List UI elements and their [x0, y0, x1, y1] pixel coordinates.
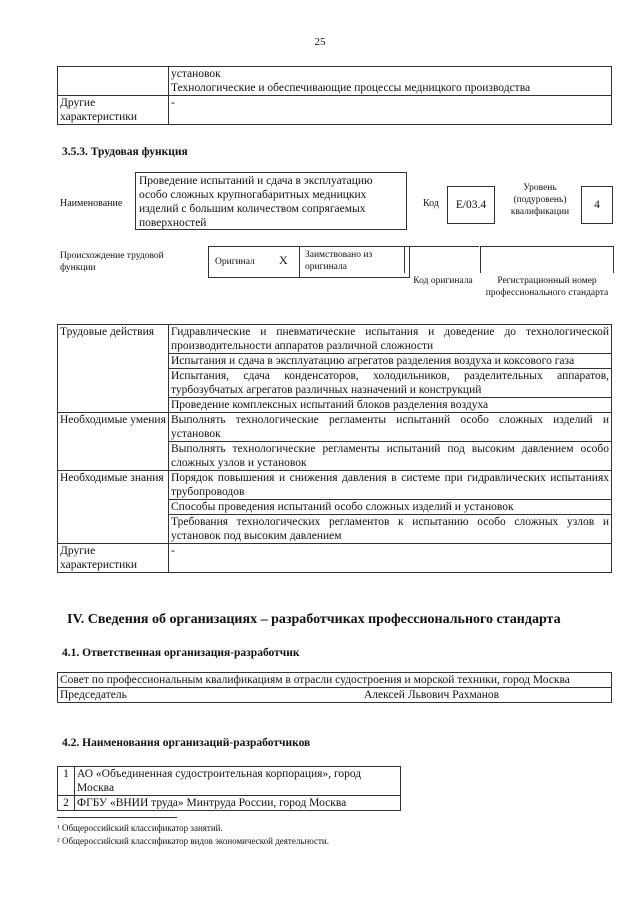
- function-name-box: Проведение испытаний и сдача в эксплуатацию особо сложных крупногабаритных медницких изделий с большим количеством сопрягаемых поверхностей: [135, 172, 407, 230]
- origin-box: [208, 246, 410, 278]
- level-label: Уровень (подуровень) квалификации: [510, 183, 570, 217]
- borrowed-label: Заимствовано из оригинала: [305, 250, 373, 272]
- developers-table: [57, 766, 401, 811]
- labor-action-4: Проведение комплексных испытаний блоков разделения воздуха: [169, 398, 612, 413]
- developer-name: ФГБУ «ВНИИ труда» Минтруда России, город Москва: [75, 796, 401, 811]
- top-row1-text2: Технологические и обеспечивающие процессы медницкого производства: [171, 82, 531, 94]
- origin-divider: [299, 247, 300, 277]
- original-mark: X: [279, 253, 288, 267]
- reg-number-label: Регистрационный номер профессионального стандарта: [485, 276, 609, 298]
- top-row1-value-cell: [169, 67, 612, 96]
- table-row: [58, 796, 401, 811]
- knowledge-2: Способы проведения испытаний особо сложных изделий и установок: [169, 500, 612, 515]
- top-row2-value: -: [169, 96, 612, 125]
- footnote-2: ² Общероссийский классификатор видов экономической деятельности.: [57, 836, 329, 846]
- top-row1-text1: установок: [171, 68, 221, 80]
- code-label: Код: [423, 198, 439, 209]
- footnote-1: ¹ Общероссийский классификатор занятий.: [57, 823, 223, 833]
- knowledge-1: Порядок повышения и снижения давления в системе при гидравлических испытаниях трубопроводов: [169, 471, 612, 500]
- level-value-box: 4: [581, 186, 613, 224]
- knowledge-3: Требования технологических регламентов к испытанию особо сложных узлов и установок под высоким давлением: [169, 515, 612, 544]
- original-label: Оригинал: [215, 257, 255, 267]
- top-row2-label: Другие характеристики: [58, 96, 169, 125]
- developer-number: 1: [58, 767, 75, 796]
- code-original-label: Код оригинала: [413, 276, 473, 286]
- subsection-42-heading: 4.2. Наименования организаций-разработчиков: [62, 737, 311, 749]
- chair-label: Председатель: [58, 688, 363, 703]
- labor-action-1: Гидравлические и пневматические испытания и доведение до технологической производительности аппаратов различной сложности: [169, 325, 612, 354]
- page-number: 25: [314, 36, 326, 48]
- section-heading-353: 3.5.3. Трудовая функция: [62, 146, 188, 158]
- responsible-org-table: [57, 672, 612, 703]
- top-row1-label-cell: [58, 67, 169, 96]
- skills-label: Необходимые умения: [58, 413, 169, 471]
- code-original-box: [404, 246, 479, 273]
- labor-function-table: [57, 324, 612, 573]
- code-value-box: E/03.4: [447, 186, 495, 224]
- table-row: [58, 767, 401, 796]
- other-label: Другие характеристики: [58, 544, 169, 573]
- labor-action-3: Испытания, сдача конденсаторов, холодильников, разделительных аппаратов, турбозубчатых агрегатов различных назначений и конструкций: [169, 369, 612, 398]
- chair-name: Алексей Львович Рахманов: [362, 688, 612, 703]
- org-name: Совет по профессиональным квалификациям в отрасли судостроения и морской техники, город Москва: [58, 673, 612, 688]
- developer-number: 2: [58, 796, 75, 811]
- reg-number-box: [480, 246, 614, 273]
- origin-label: Происхождение трудовой функции: [60, 251, 164, 273]
- top-table: [57, 66, 612, 125]
- subsection-41-heading: 4.1. Ответственная организация-разработчик: [62, 647, 300, 659]
- footnote-separator: [57, 817, 177, 818]
- developer-name: АО «Объединенная судостроительная корпорация», город Москва: [75, 767, 401, 796]
- skill-2: Выполнять технологические регламенты испытаний под высоким давлением особо сложных узлов и установок: [169, 442, 612, 471]
- section-iv-heading: IV. Сведения об организациях – разработчиках профессионального стандарта: [67, 612, 561, 627]
- knowledge-label: Необходимые знания: [58, 471, 169, 544]
- labor-action-2: Испытания и сдача в эксплуатацию агрегатов разделения воздуха и коксового газа: [169, 354, 612, 369]
- skill-1: Выполнять технологические регламенты испытаний особо сложных изделий и установок: [169, 413, 612, 442]
- labor-actions-label: Трудовые действия: [58, 325, 169, 413]
- name-label: Наименование: [60, 198, 123, 209]
- other-value: -: [169, 544, 612, 573]
